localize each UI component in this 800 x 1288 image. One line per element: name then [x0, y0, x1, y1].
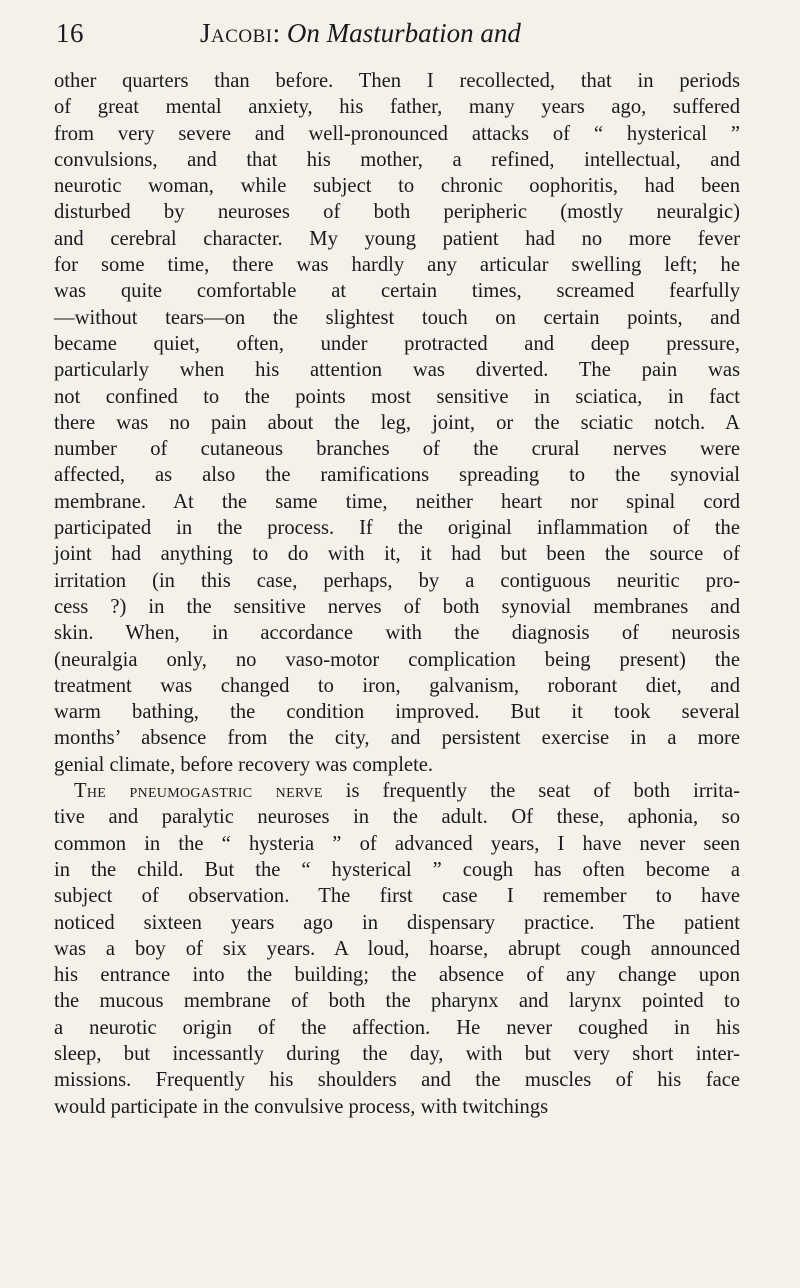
- text-line: a neurotic origin of the affection. He never coughed in his: [54, 1016, 740, 1039]
- text-line: missions. Frequently his shoulders and the muscles of his face: [54, 1069, 740, 1092]
- page-number: 16: [56, 18, 84, 48]
- running-title-author: Jacobi: [200, 18, 273, 48]
- text-line: there was no pain about the leg, joint, or the sciatic notch. A: [54, 411, 740, 434]
- paragraph-1: [54, 68, 740, 778]
- running-title: [200, 18, 521, 49]
- text-line: membrane. At the same time, neither heart nor spinal cord: [54, 490, 740, 513]
- page-header: [54, 12, 740, 60]
- text-fragment: is frequently the seat of both irrita-: [322, 780, 740, 803]
- text-line: would participate in the convulsive process, with twitchings: [54, 1095, 549, 1118]
- text-line: subject of observation. The first case I remember to have: [54, 885, 740, 908]
- text-line: his entrance into the building; the absence of any change upon: [54, 964, 740, 987]
- pneumogastric-nerve-heading: The pneumogastric nerve: [74, 780, 323, 803]
- text-line: was quite comfortable at certain times, screamed fearfully: [54, 280, 740, 303]
- text-line: (neuralgia only, no vaso-motor complication being present) the: [54, 648, 740, 671]
- text-line: warm bathing, the condition improved. But it took several: [54, 701, 740, 724]
- text-line: noticed sixteen years ago in dispensary practice. The patient: [54, 911, 740, 934]
- running-title-text: On Masturbation and: [286, 18, 521, 48]
- text-line: participated in the process. If the original inflammation of the: [54, 517, 740, 540]
- text-line: other quarters than before. Then I recollected, that in periods: [54, 70, 740, 92]
- text-line: disturbed by neuroses of both peripheric (mostly neuralgic): [54, 201, 740, 224]
- running-title-separator: :: [272, 18, 287, 48]
- text-line: and cerebral character. My young patient had no more fever: [54, 227, 740, 250]
- text-line: particularly when his attention was diverted. The pain was: [54, 359, 740, 382]
- text-line: common in the “ hysteria ” of advanced years, I have never seen: [54, 832, 740, 855]
- text-line: of great mental anxiety, his father, many years ago, suffered: [54, 96, 740, 119]
- text-line: genial climate, before recovery was complete.: [54, 753, 434, 776]
- text-line: joint had anything to do with it, it had but been the source of: [54, 543, 740, 566]
- text-line: convulsions, and that his mother, a refined, intellectual, and: [54, 148, 740, 171]
- text-line: months’ absence from the city, and persistent exercise in a more: [54, 727, 740, 750]
- text-line: affected, as also the ramifications spreading to the synovial: [54, 464, 740, 487]
- text-line: for some time, there was hardly any articular swelling left; he: [54, 254, 740, 277]
- text-line: [54, 778, 740, 804]
- text-line: irritation (in this case, perhaps, by a contiguous neuritic pro-: [54, 569, 740, 592]
- text-line: from very severe and well-pronounced attacks of “ hysterical ”: [54, 122, 740, 145]
- text-line: the mucous membrane of both the pharynx and larynx pointed to: [54, 990, 740, 1013]
- text-line: number of cutaneous branches of the crural nerves were: [54, 438, 740, 461]
- text-line: in the child. But the “ hysterical ” cough has often become a: [54, 858, 740, 881]
- body-text: [54, 68, 740, 1120]
- text-line: neurotic woman, while subject to chronic oophoritis, had been: [54, 175, 740, 198]
- text-line: tive and paralytic neuroses in the adult. Of these, aphonia, so: [54, 806, 740, 829]
- text-line: became quiet, often, under protracted and deep pressure,: [54, 332, 740, 355]
- text-line: not confined to the points most sensitive in sciatica, in fact: [54, 385, 740, 408]
- text-line: sleep, but incessantly during the day, with but very short inter-: [54, 1042, 740, 1065]
- paragraph-2: [54, 778, 740, 1120]
- text-line: treatment was changed to iron, galvanism, roborant diet, and: [54, 674, 740, 697]
- text-line: —without tears—on the slightest touch on certain points, and: [54, 306, 740, 329]
- text-line: cess ?) in the sensitive nerves of both synovial membranes and: [54, 595, 740, 618]
- text-line: was a boy of six years. A loud, hoarse, abrupt cough announced: [54, 937, 740, 960]
- text-line: skin. When, in accordance with the diagnosis of neurosis: [54, 622, 740, 645]
